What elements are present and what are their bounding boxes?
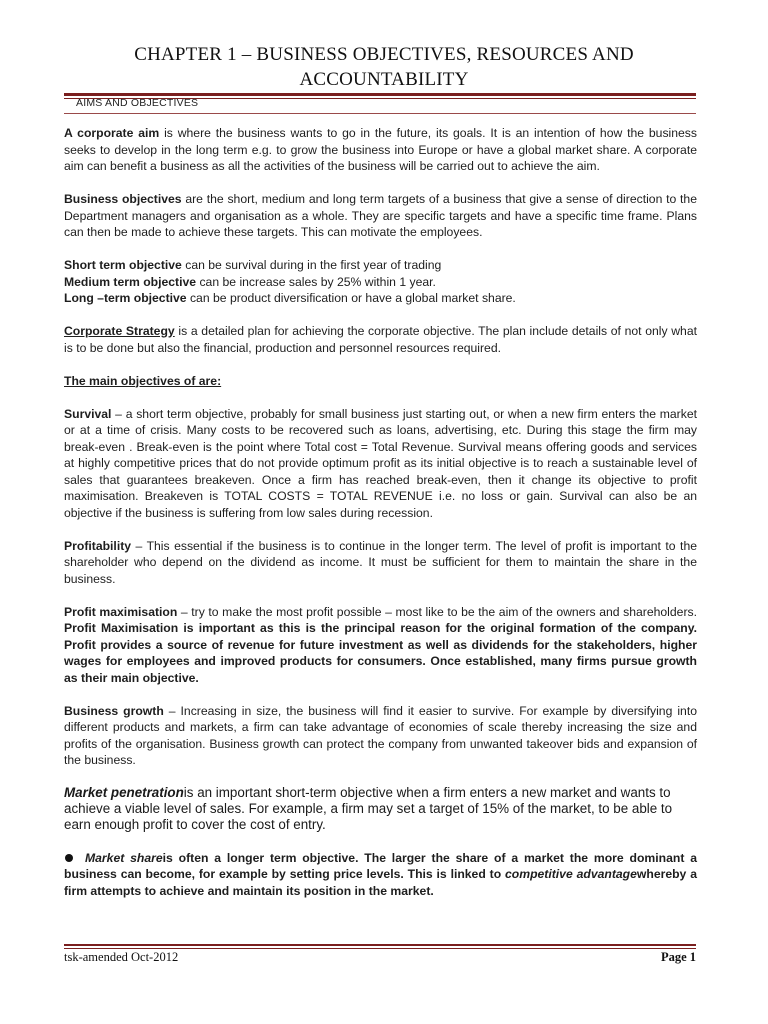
term-competitive-advantage: competitive advantage [505, 867, 637, 881]
section-rule [64, 113, 696, 114]
footer-rule [64, 944, 696, 946]
header-rule [64, 93, 696, 96]
paragraph-business-objectives [64, 191, 697, 241]
paragraph-business-growth [64, 703, 697, 769]
document-body [64, 125, 697, 899]
term-survival: Survival [64, 406, 112, 421]
line-long-term [64, 290, 697, 307]
text-business-growth: – Increasing in size, the business will find it easier to survive. For example by diversifying into different products and markets, a firm can take advantage of economies of scale thereby increasing the size and profits of the organisation. Business growth can protect the company from unwanted takeover bids and expansion of the business. [64, 703, 697, 767]
paragraph-profitability [64, 538, 697, 588]
main-objectives-heading: The main objectives of are: [64, 373, 222, 388]
paragraph-corporate-strategy [64, 323, 697, 356]
text-profit-maximisation-bold: Profit Maximisation is important as this is the principal reason for the original formation of the company. Profit provides a source of revenue for future investment as well as dividends for the stakeholders, higher wages for employees and improved products for consumers. Once established, many firms pursue growth as their main objective. [64, 621, 697, 685]
line-short-term [64, 257, 697, 274]
paragraph-corporate-aim [64, 125, 697, 175]
text-short-term: can be survival during in the first year of trading [181, 258, 442, 272]
bullet-icon [65, 854, 73, 862]
term-market-share: Market share [85, 850, 163, 865]
text-profit-maximisation: – try to make the most profit possible – most like to be the aim of the owners and shareholders. [177, 604, 697, 619]
footer-rule-thin [64, 948, 696, 949]
term-medium-term: Medium term objective [64, 274, 197, 289]
text-medium-term: can be increase sales by 25% within 1 year. [196, 274, 436, 289]
section-label: AIMS AND OBJECTIVES [76, 97, 199, 109]
title-line-1: CHAPTER 1 – BUSINESS OBJECTIVES, RESOURCES AND [134, 44, 634, 65]
text-long-term: can be product diversification or have a global market share. [186, 291, 516, 305]
text-market-share: is often a longer term objective. The larger the share of a market the more dominant a business can become, for example by setting price levels. This is linked to [64, 850, 697, 881]
term-short-term: Short term objective [64, 258, 182, 272]
text-business-objectives: are the short, medium and long term targets of a business that give a sense of direction to the Department managers and organisation as a whole. They are specific targets and have a specific time frame. Plans can then be made to achieve these targets. This can motivate the employees. [64, 192, 697, 239]
paragraph-profit-maximisation [64, 604, 697, 687]
page-title [64, 42, 704, 92]
paragraph-market-penetration [64, 785, 697, 833]
bullet-market-share [64, 850, 697, 900]
line-medium-term [64, 274, 697, 291]
term-market-penetration: Market penetration [64, 785, 184, 800]
heading-main-objectives [64, 373, 697, 390]
text-corporate-aim: is where the business wants to go in the future, its goals. It is an intention of how the business seeks to develop in the long term e.g. to grow the business into Europe or have a global market share. A corporate aim can benefit a business as all the activities of the business will be carried out to achieve the aim. [64, 126, 697, 173]
text-survival: – a short term objective, probably for small business just starting out, or when a new firm enters the market or at a time of crisis. Many costs to be recovered such as loans, advertising, etc. During this stage the firm may break-even . Break-even is the point where Total cost = Total Revenue. Survival means offering goods and services at highly competitive prices that do not provide optimum profit as its initial objective is to reach a sustainable level of sales that guarantees breakeven. Once a firm has reached break-even, then it change its objective to profit maximisation. Breakeven is TOTAL COSTS = TOTAL REVENUE i.e. no loss or gain. Survival can also be an objective if the business is suffering from low sales during recession. [64, 406, 697, 520]
paragraph-survival [64, 406, 697, 522]
term-corporate-aim: A corporate aim [64, 126, 160, 140]
term-business-objectives: Business objectives [64, 192, 182, 206]
term-profit-maximisation: Profit maximisation [64, 604, 178, 619]
title-line-2: ACCOUNTABILITY [299, 69, 469, 90]
term-corporate-strategy: Corporate Strategy [64, 324, 175, 338]
text-market-penetration: is an important short-term objective when a firm enters a new market and wants to achieve a viable level of sales. For example, a firm may set a target of 15% of the market, to be able to earn enough profit to cover the cost of entry. [64, 785, 673, 832]
footer-left: tsk-amended Oct-2012 [64, 950, 179, 964]
text-market-share-2: whereby a firm attempts to achieve and maintain its position in the market. [64, 867, 697, 898]
term-business-growth: Business growth [64, 703, 164, 718]
text-profitability: – This essential if the business is to continue in the longer term. The level of profit is important to the shareholder who depend on the dividend as income. It must be sufficient for them to maintain the share in the business. [64, 538, 697, 586]
term-profitability: Profitability [64, 538, 132, 553]
page-number: Page 1 [660, 950, 696, 964]
term-long-term: Long –term objective [64, 291, 187, 305]
text-corporate-strategy: is a detailed plan for achieving the corporate objective. The plan include details of not only what is to be done but also the financial, production and personnel resources required. [64, 324, 697, 355]
